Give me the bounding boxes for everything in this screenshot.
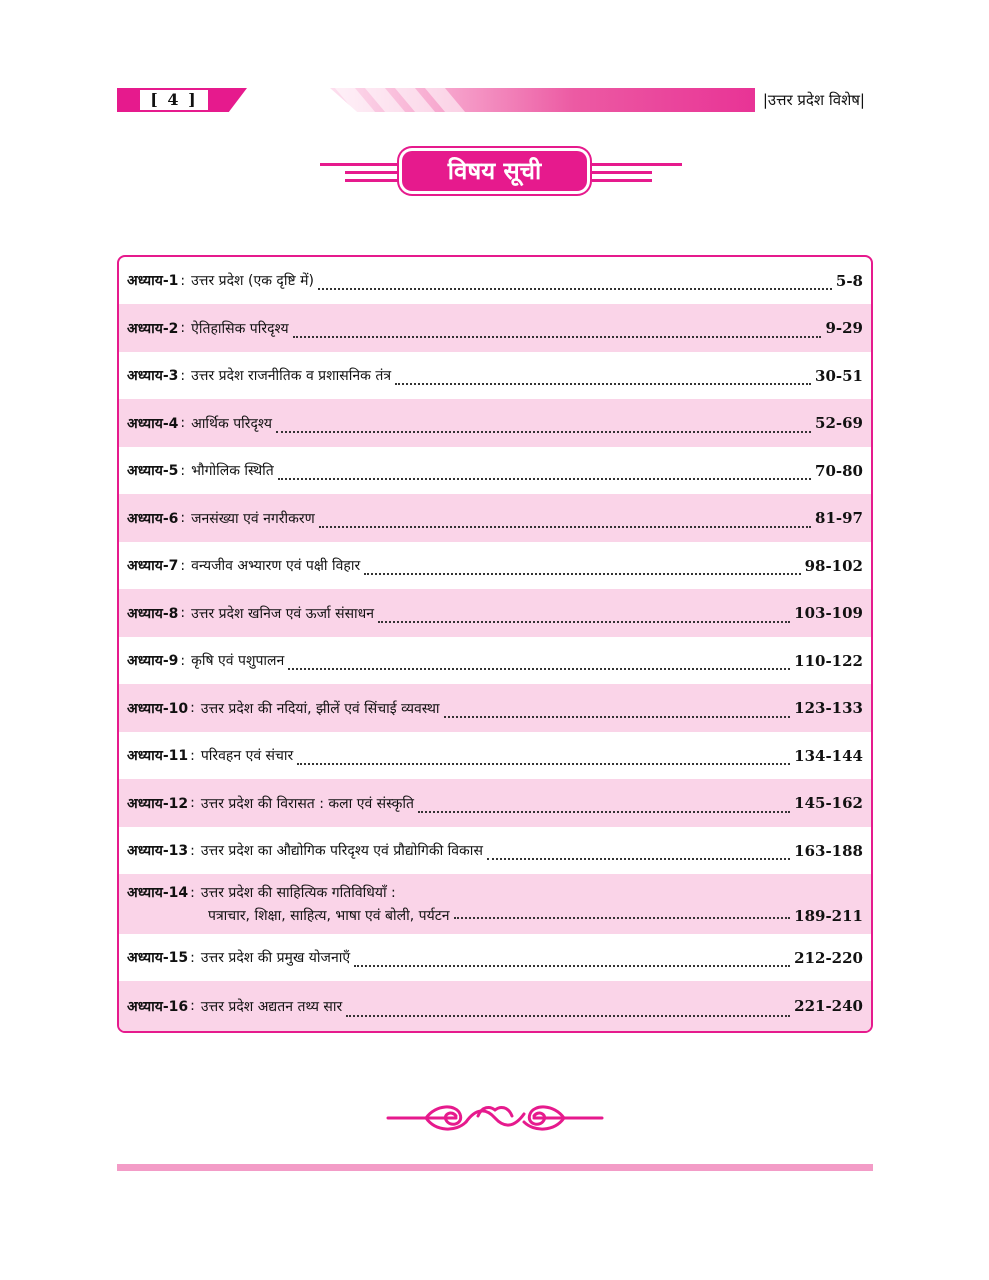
page-title: विषय सूची (402, 151, 587, 191)
chapter-title: उत्तर प्रदेश खनिज एवं ऊर्जा संसाधन (191, 605, 375, 622)
toc-row (119, 981, 871, 1031)
chapter-separator: : (190, 884, 195, 901)
toc-row (119, 542, 871, 589)
dot-leader (278, 478, 811, 480)
page-range: 9-29 (825, 319, 863, 337)
chapter-separator: : (180, 557, 186, 574)
page-range: 145-162 (794, 794, 863, 812)
title-rule (592, 171, 652, 174)
chapter-label: अध्याय-11 (127, 748, 189, 764)
chapter-label: अध्याय-13 (127, 843, 189, 859)
chapter-separator: : (190, 747, 195, 764)
chapter-label: अध्याय-3 (127, 368, 179, 384)
chapter-label: अध्याय-4 (127, 415, 179, 432)
page-range: 52-69 (815, 414, 863, 432)
chapter-separator: : (180, 652, 186, 669)
chapter-title: उत्तर प्रदेश अद्यतन तथ्य सार (200, 998, 343, 1015)
chapter-separator: : (190, 998, 195, 1014)
chapter-label: अध्याय-9 (127, 653, 179, 669)
toc-row (119, 637, 871, 684)
chapter-title: उत्तर प्रदेश की विरासत : कला एवं संस्कृति (200, 795, 414, 812)
title-rule (592, 163, 682, 166)
toc-row (119, 732, 871, 779)
chapter-label: अध्याय-2 (127, 320, 179, 337)
dot-leader (378, 621, 790, 623)
chapter-separator: : (190, 700, 195, 716)
toc-row (119, 304, 871, 352)
footer-bar (117, 1164, 873, 1171)
toc-row-line (127, 883, 863, 902)
chapter-separator: : (180, 510, 186, 526)
page-range: 30-51 (815, 366, 863, 385)
title-rule (592, 179, 652, 182)
dot-leader (444, 716, 791, 718)
dot-leader (297, 763, 790, 765)
chapter-separator: : (190, 842, 195, 859)
dot-leader (318, 288, 832, 290)
toc-row (119, 352, 871, 399)
page-range: 163-188 (794, 841, 863, 860)
chapter-label: अध्याय-15 (127, 950, 189, 966)
dot-leader (288, 668, 790, 670)
chapter-separator: : (180, 320, 186, 336)
chapter-separator: : (180, 605, 186, 621)
dot-leader (418, 811, 790, 813)
page-range: 110-122 (794, 651, 863, 670)
page-range: 70-80 (815, 461, 863, 480)
toc-row (119, 399, 871, 447)
chapter-separator: : (190, 949, 195, 966)
title-rule (320, 163, 398, 166)
toc-row (119, 779, 871, 827)
chapter-title: वन्यजीव अभ्यारण एवं पक्षी विहार (191, 558, 361, 574)
chapter-title: परिवहन एवं संचार (200, 748, 294, 764)
dot-leader (346, 1015, 790, 1017)
dot-leader (487, 858, 790, 860)
chapter-title: भौगोलिक स्थिति (191, 463, 274, 479)
page-range: 134-144 (794, 746, 863, 765)
dot-leader (276, 431, 811, 433)
chapter-label: अध्याय-8 (127, 605, 179, 622)
chapter-label: अध्याय-6 (127, 510, 179, 527)
page-range: 123-133 (794, 699, 863, 717)
table-of-contents (117, 255, 873, 1033)
chapter-label: अध्याय-14 (127, 885, 189, 901)
dot-leader (395, 383, 811, 385)
page-number: [ 4 ] (140, 90, 208, 110)
page-range: 5-8 (835, 271, 863, 290)
chapter-title: जनसंख्या एवं नगरीकरण (191, 510, 315, 527)
toc-row (119, 257, 871, 304)
chapter-title: उत्तर प्रदेश की प्रमुख योजनाएँ (200, 950, 351, 966)
page-range: 103-109 (794, 604, 863, 622)
chapter-separator: : (180, 272, 186, 289)
toc-row (119, 684, 871, 732)
dot-leader (319, 526, 811, 528)
chapter-label: अध्याय-16 (127, 998, 189, 1015)
page-range: 81-97 (815, 509, 863, 527)
chapter-separator: : (180, 462, 186, 479)
chapter-title: ऐतिहासिक परिदृश्य (191, 320, 289, 337)
book-title: |उत्तर प्रदेश विशेष| (755, 88, 873, 112)
chapter-label: अध्याय-5 (127, 463, 179, 479)
chapter-label: अध्याय-10 (127, 700, 189, 717)
chapter-title: आर्थिक परिदृश्य (191, 415, 272, 432)
toc-row (119, 447, 871, 494)
chapter-title: उत्तर प्रदेश की साहित्यिक गतिविधियाँ : (200, 885, 396, 901)
chapter-label: अध्याय-12 (127, 795, 189, 812)
page-range: 212-220 (794, 948, 863, 967)
chapter-separator: : (190, 795, 195, 811)
toc-row (119, 874, 871, 934)
chapter-label: अध्याय-1 (127, 273, 179, 289)
chapter-separator: : (180, 367, 186, 384)
dot-leader (293, 336, 822, 338)
page-range: 189-211 (794, 906, 863, 925)
dot-leader (354, 965, 790, 967)
toc-row (119, 827, 871, 874)
chapter-subtitle: पत्राचार, शिक्षा, साहित्य, भाषा एवं बोली, पर्यटन (208, 908, 450, 924)
title-rule (345, 179, 398, 182)
toc-row (119, 589, 871, 637)
chapter-title: उत्तर प्रदेश राजनीतिक व प्रशासनिक तंत्र (191, 368, 392, 384)
page-range: 221-240 (794, 997, 863, 1015)
chapter-separator: : (180, 415, 186, 431)
toc-row-line (208, 906, 863, 925)
chapter-title: उत्तर प्रदेश की नदियां, झीलें एवं सिंचाई व्यवस्था (200, 700, 440, 717)
title-rule (345, 171, 398, 174)
chapter-title: कृषि एवं पशुपालन (191, 653, 285, 669)
toc-row (119, 494, 871, 542)
toc-row (119, 934, 871, 981)
page-range: 98-102 (804, 556, 863, 575)
chapter-title: उत्तर प्रदेश का औद्योगिक परिदृश्य एवं प्रौद्योगिकी विकास (200, 843, 483, 859)
chapter-title: उत्तर प्रदेश (एक दृष्टि में) (191, 273, 314, 289)
flourish-ornament (386, 1096, 604, 1140)
dot-leader (364, 573, 800, 575)
dot-leader (454, 917, 791, 919)
chapter-label: अध्याय-7 (127, 558, 179, 574)
